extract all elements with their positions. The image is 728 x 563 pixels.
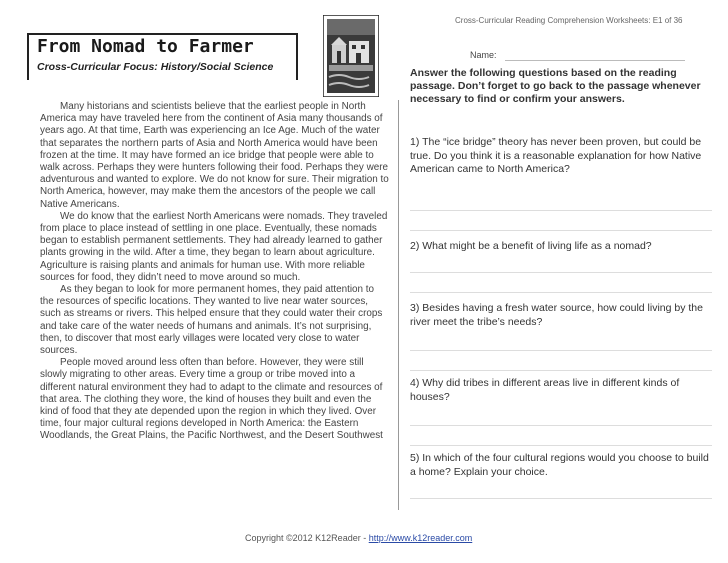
village-illustration xyxy=(323,15,379,97)
question-1: 1) The “ice bridge” theory has never been proven, but could be true. Do you think it is a reasonable explanation for how Native American came to North America? xyxy=(410,136,702,175)
answer-line[interactable] xyxy=(410,445,712,446)
name-label: Name: xyxy=(470,50,497,60)
question-3: 3) Besides having a fresh water source, how could living by the river meet the tribe’s needs? xyxy=(410,302,703,328)
question-2: 2) What might be a benefit of living life as a nomad? xyxy=(410,240,652,252)
page-subtitle: Cross-Curricular Focus: History/Social Science xyxy=(37,61,274,73)
passage-paragraph: People moved around less often than before. However, they were still slowly migrating to other areas. Every time a group or tribe moved into a different natural environment they had to adapt to the climate and resources of that area. The clothing they wore, the kind of houses they built and even the kind of food that they ate depended upon the region in which they lived. Over time, four major cultural regions developed in North America: the Eastern Woodlands, the Great Plains, the Pacific Northwest, and the Desert Southwest xyxy=(40,357,383,442)
answer-line[interactable] xyxy=(410,230,712,231)
instructions: Answer the following questions based on the reading passage. Don’t forget to go back to the passage whenever necessary to find or confirm your answers. xyxy=(410,67,701,105)
column-divider xyxy=(398,100,399,510)
name-line[interactable] xyxy=(505,60,685,61)
answer-line[interactable] xyxy=(410,498,712,499)
answer-line[interactable] xyxy=(410,350,712,351)
answer-line[interactable] xyxy=(410,272,712,273)
passage-paragraph: As they began to look for more permanent homes, they paid attention to the resources of specific locations. They wanted to live near water sources, such as streams or rivers. This helped ensure that they could water their crops and take care of the water needs of humans and animals. It’s not surprising, then, to discover that most early villages were located very close to water sources. xyxy=(40,284,383,357)
page-title: From Nomad to Farmer xyxy=(37,36,254,57)
reading-passage xyxy=(40,101,390,443)
worksheet-series-note: Cross-Curricular Reading Comprehension Worksheets: E1 of 36 xyxy=(455,16,683,25)
answer-line[interactable] xyxy=(410,370,712,371)
passage-paragraph: Many historians and scientists believe that the earliest people in North America may have traveled here from the continent of Asia many thousands of years ago. At that time, Earth was experiencing an Ice Age. Much of the water that separates the northern parts of Asia and North America would have been frozen at the time. It may have formed an ice bridge that people were able to walk across. Perhaps they were hunters following their food. Perhaps they were adventurous and wanted to explore. We do not know for sure. Their migration to North America, however, may make them the ancestors of the people we call Native Americans. xyxy=(40,101,389,210)
website-link[interactable]: http://www.k12reader.com xyxy=(368,533,473,543)
answer-line[interactable] xyxy=(410,292,712,293)
answer-line[interactable] xyxy=(410,425,712,426)
answer-line[interactable] xyxy=(410,210,712,211)
footer xyxy=(245,533,472,543)
copyright-text: Copyright ©2012 K12Reader - xyxy=(245,533,369,543)
question-4: 4) Why did tribes in different areas live in different kinds of houses? xyxy=(410,377,680,403)
passage-paragraph: We do know that the earliest North Americans were nomads. They traveled from place to place instead of settling in one place. Eventually, these nomads began to establish permanent settlements. They had already learned to gather plants growing in the wild. After a time, they began to learn about agriculture. Agriculture is raising plants and animals for human use. With more reliable sources for food, they didn’t need to move around so much. xyxy=(40,210,388,283)
question-5: 5) In which of the four cultural regions would you choose to build a home? Explain your choice. xyxy=(410,452,709,478)
